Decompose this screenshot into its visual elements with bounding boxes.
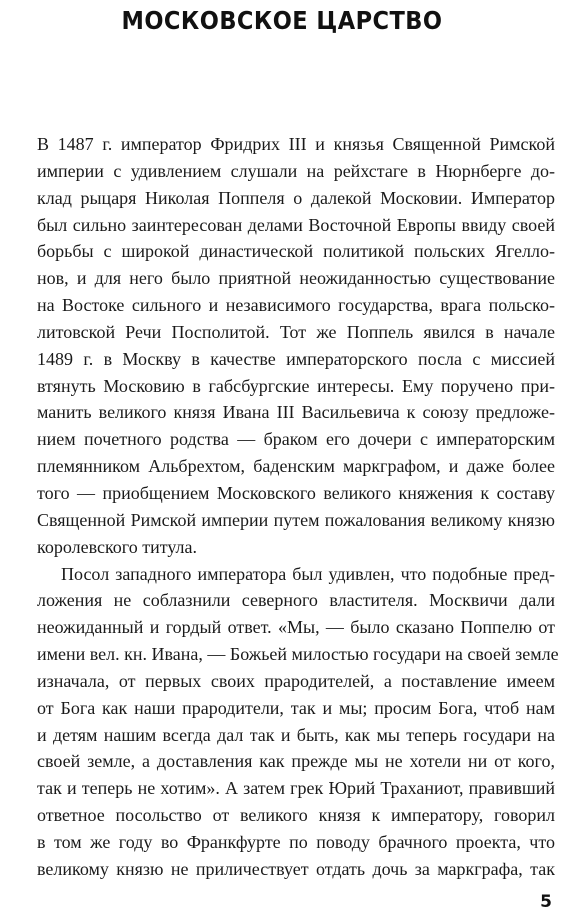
text-line: своей земле, а доставления как прежде мы не хотели ни от кого, — [37, 751, 555, 772]
text-line: королевского титула. — [37, 536, 198, 557]
text-line: и детям нашим всегда дал так и быть, как мы теперь государи на — [37, 724, 555, 745]
text-line: от Бога как наши прародители, так и мы; просим Бога, чтоб нам — [37, 697, 555, 718]
page-title: МОСКОВСКОЕ ЦАРСТВО — [121, 6, 443, 35]
text-line: манить великого князя Ивана III Васильевича к союзу предложе- — [37, 402, 555, 423]
text-line: борьбы с широкой династической политикой польских Ягелло- — [37, 241, 555, 262]
text-line: ответное посольство от великого князя к императору, говорил — [37, 805, 555, 826]
text-line: был сильно заинтересован делами Восточной Европы ввиду своей — [37, 214, 555, 235]
text-line: ложения не соблазнили северного властителя. Москвичи дали — [37, 590, 555, 611]
text-line: племянником Альбрехтом, баденским маркграфом, и даже более — [37, 456, 555, 477]
text-line: В 1487 г. император Фридрих III и князья Священной Римской — [37, 134, 555, 154]
text-line: Посол западного императора был удивлен, что подобные пред- — [61, 563, 555, 584]
text-line: втянуть Московию в габсбургские интересы. Ему поручено при- — [37, 375, 555, 396]
text-line: так и теперь не хотим». А затем грек Юрий Траханиот, правивший — [37, 778, 555, 799]
text-line: империи с удивлением слушали на рейхстаге в Нюрнберге до- — [37, 160, 555, 181]
text-line: литовской Речи Посполитой. Тот же Поппель явился в начале — [37, 321, 555, 342]
text-line: имени вел. кн. Ивана, — Божьей милостью государи на своей земле — [37, 644, 559, 665]
text-line: клад рыцаря Николая Поппеля о далекой Московии. Император — [37, 187, 555, 208]
text-line: в том же году во Франкфурте по поводу брачного проекта, что — [37, 831, 555, 852]
text-line: на Востоке сильного и независимого государства, врага польско- — [37, 295, 555, 316]
text-line: великому князю не приличествует отдать дочь за маркграфа, так — [37, 858, 555, 879]
text-line: того — приобщением Московского великого княжения к составу — [37, 482, 555, 503]
text-line: неожиданный и гордый ответ. «Мы, — было сказано Поппелю от — [37, 617, 555, 638]
text-line: 1489 г. в Москву в качестве императорского посла с миссией — [37, 348, 555, 369]
page-number: 5 — [540, 892, 552, 912]
body-text — [37, 131, 559, 883]
text-line: изначала, от первых своих прародителей, а поставление имеем — [37, 670, 555, 691]
text-line: Священной Римской империи путем пожалования великому князю — [37, 509, 555, 530]
text-line: нием почетного родства — браком его дочери с императорским — [37, 429, 555, 450]
text-line: нов, и для него было приятной неожиданностью существование — [37, 268, 555, 289]
